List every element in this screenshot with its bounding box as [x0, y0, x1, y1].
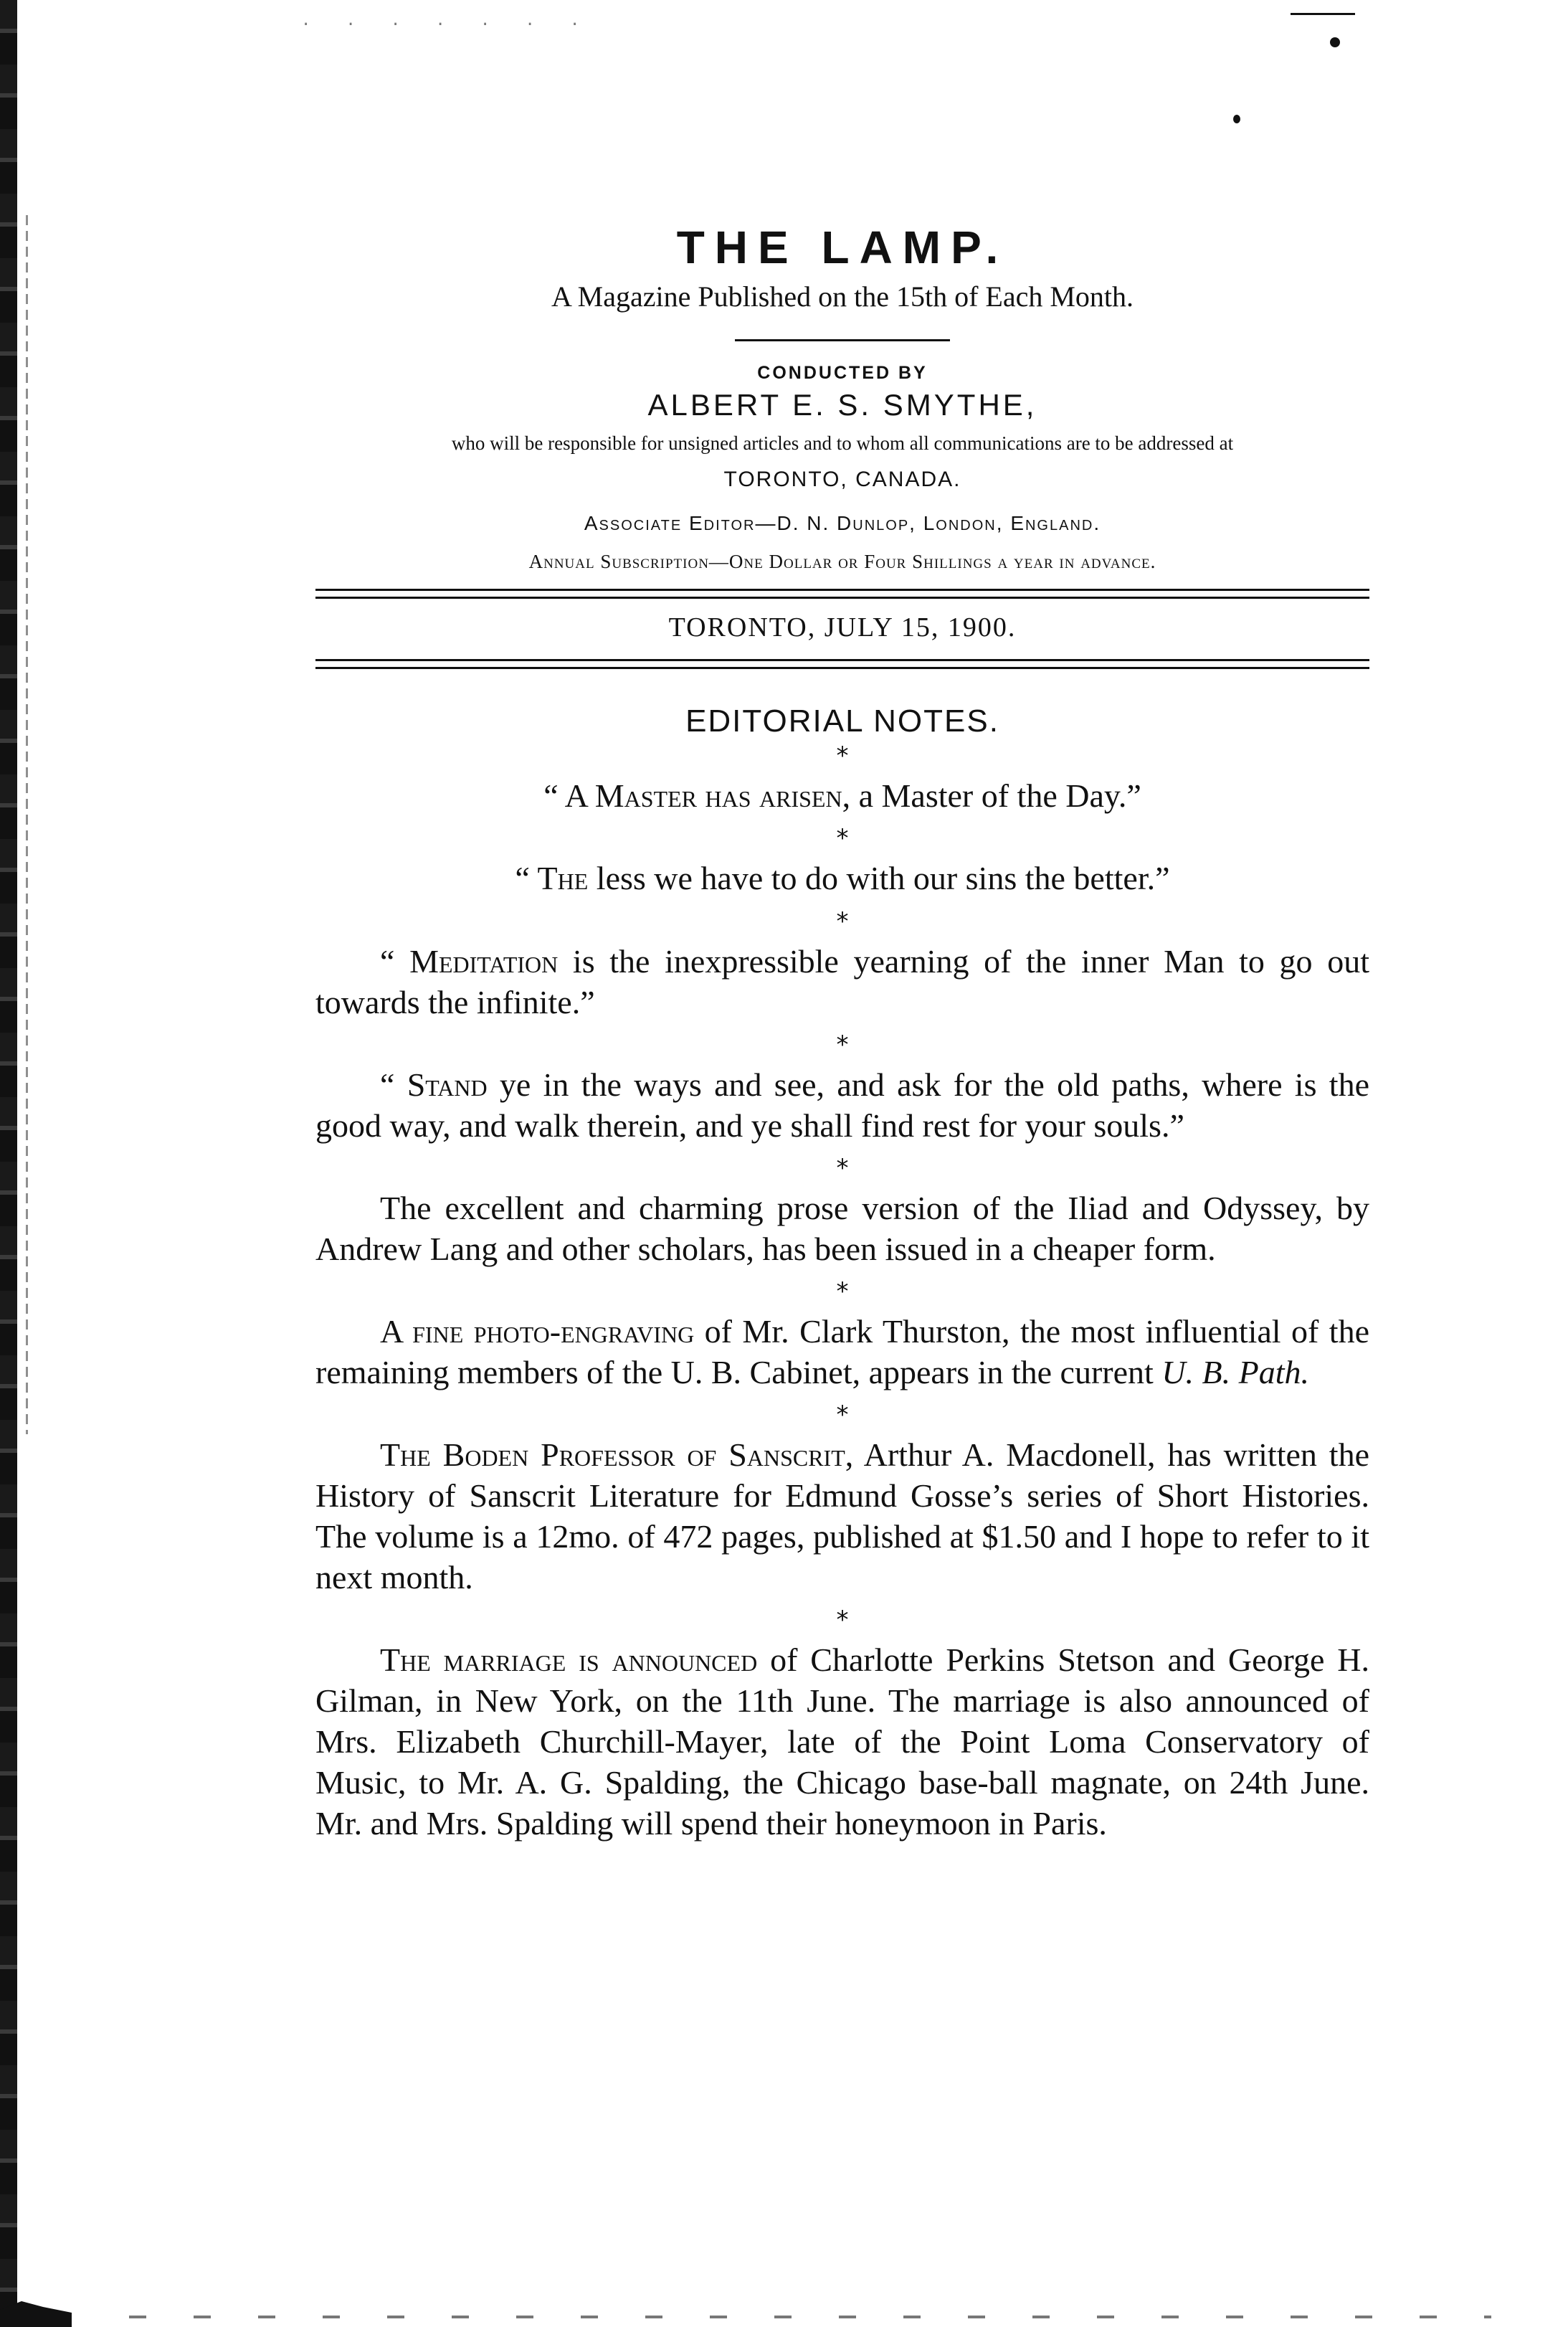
scan-speck: [1233, 115, 1240, 123]
editorial-note: [315, 775, 1369, 816]
note-text: less we have to do with our sins the better.”: [588, 860, 1170, 897]
asterisk-separator: *: [836, 1276, 849, 1306]
editorial-note: [315, 1639, 1369, 1844]
associate-editor: Associate Editor—D. N. Dunlop, London, England.: [584, 512, 1101, 535]
note-lead: A fine photo-engraving: [380, 1312, 695, 1350]
note-text: Arthur A. Macdonell, has written the History of Sanscrit Literature for Edmund Gosse’s series of Short Histories. The volume is a 12mo. of 472 pages, published at $1.50 and I hope to refer to it next month.: [315, 1436, 1369, 1596]
magazine-page: [315, 222, 1369, 1854]
editorial-note: [315, 1311, 1369, 1393]
note-text: of Mr. Clark Thurston, the most influential of the remaining members of the U. B. Cabinet, appears in the current: [315, 1312, 1370, 1390]
subscription-info: Annual Subscription—One Dollar or Four Shillings a year in advance.: [528, 551, 1156, 573]
binding-edge: [0, 0, 17, 2327]
note-lead: The Boden Professor of Sanscrit,: [380, 1436, 854, 1473]
masthead-subtitle: A Magazine Published on the 15th of Each Month.: [551, 280, 1134, 313]
short-rule: [735, 339, 950, 341]
editorial-note: [315, 1188, 1369, 1269]
note-text: of Charlotte Perkins Stetson and George H. Gilman, in New York, on the 11th June. The marriage is also announced of Mrs. Elizabeth Churchill-Mayer, late of the Point Loma Conservatory of Music, to Mr. A. G. Spalding, the Chicago base-ball magnate, on 24th June. Mr. and Mrs. Spalding will spend their honeymoon in Paris.: [315, 1641, 1369, 1842]
note-text: a Master of the Day.”: [850, 777, 1141, 815]
asterisk-separator: *: [836, 1030, 849, 1059]
double-rule-top: [315, 589, 1369, 599]
editor-name: ALBERT E. S. SMYTHE,: [647, 388, 1037, 422]
asterisk-separator: *: [836, 1400, 849, 1429]
asterisk-separator: *: [836, 1605, 849, 1634]
asterisk-separator: *: [836, 741, 849, 771]
scan-mark-top: · · · · · · ·: [301, 16, 593, 34]
asterisk-separator: *: [836, 906, 849, 936]
note-lead: “ Meditation: [380, 942, 559, 980]
note-text: is the inexpressible yearning of the inner Man to go out towards the infinite.”: [315, 942, 1369, 1020]
masthead-title: THE LAMP.: [676, 222, 1009, 273]
editor-city: TORONTO, CANADA.: [723, 468, 961, 492]
note-lead: “ Stand: [380, 1066, 488, 1103]
note-text: The excellent and charming prose version of the Iliad and Odyssey, by Andrew Lang and other scholars, has been issued in a cheaper form.: [315, 1189, 1369, 1267]
note-lead: “ A Master has arisen,: [543, 777, 851, 815]
note-lead: The marriage is announced: [380, 1641, 758, 1678]
editorial-note: [315, 941, 1369, 1023]
double-rule-bottom: [315, 659, 1369, 669]
issue-date: TORONTO, JULY 15, 1900.: [668, 612, 1017, 643]
binding-edge-shadow: [26, 215, 28, 1434]
scan-mark-bottom: [129, 2316, 1491, 2318]
scan-speck: [1330, 37, 1340, 47]
editorial-note: [315, 1064, 1369, 1146]
editorial-note: [315, 1434, 1369, 1598]
scan-speck: [1291, 13, 1355, 15]
note-text: ye in the ways and see, and ask for the old paths, where is the good way, and walk therein, and ye shall find rest for your souls.”: [315, 1066, 1369, 1144]
conducted-by-label: CONDUCTED BY: [757, 363, 928, 384]
section-heading: EDITORIAL NOTES.: [685, 703, 999, 739]
responsibility-note: who will be responsible for unsigned articles and to whom all communications are to be addressed at: [451, 432, 1234, 455]
note-lead: “ The: [515, 860, 589, 897]
asterisk-separator: *: [836, 824, 849, 853]
editorial-note: [315, 858, 1369, 899]
asterisk-separator: *: [836, 1153, 849, 1183]
note-italic-title: U. B. Path.: [1161, 1353, 1310, 1390]
